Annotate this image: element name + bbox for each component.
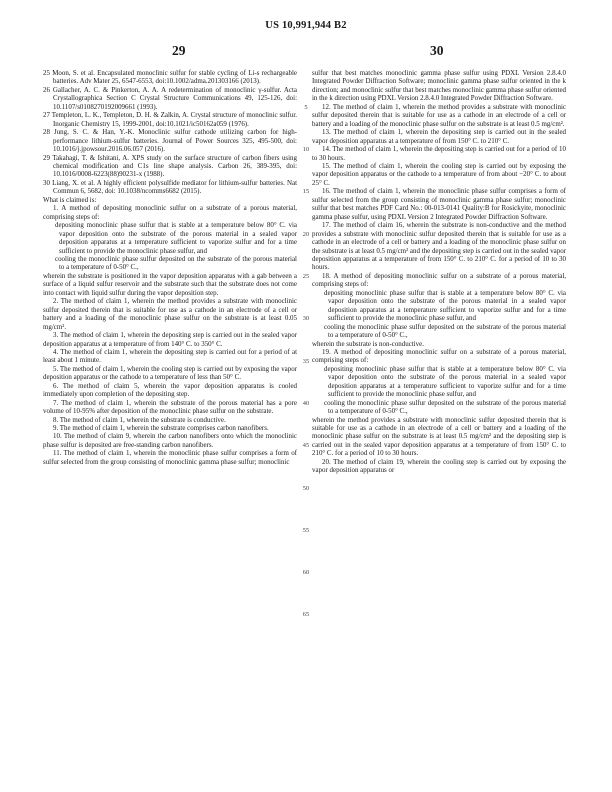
claim-paragraph: 9. The method of claim 1, wherein the substrate comprises carbon nanofibers. [53, 424, 269, 433]
right-page-number: 30 [430, 43, 444, 58]
claim-paragraph: 13. The method of claim 1, wherein the depositing step is carried out in the sealed vapor deposition apparatus at a temperature of from 150° C. to 210° C. [312, 128, 566, 145]
line-number: 35 [302, 357, 310, 365]
line-number: 45 [302, 442, 310, 450]
line-number: 20 [302, 230, 310, 238]
reference-entry: 30 Liang, X. et al. A highly efficient polysulfide mediator for lithium-sulfur batteries. Nat Commun 6, 5682, doi: 10.1038/ncomms6682 (2015). [43, 178, 297, 196]
claim-paragraph: depositing monoclinic phase sulfur that is stable at a temperature below 80° C. via vapor deposition onto the substrate of the porous material in a sealed vapor deposition apparatus at a temperature sufficient to vaporize sulfur and for a time sufficient to provide the monoclinic phase sulfur, and [324, 288, 566, 323]
claim-paragraph: 14. The method of claim 1, wherein the depositing step is carried out for a period of 10 to 30 hours. [312, 145, 566, 162]
reference-entry: 27 Templeton, L. K., Templeton, D. H. & Zalkin, A. Crystal structure of monoclinic sulfur. Inorganic Chemistry 15, 1999-2001, doi:10.1021/ic50162a059 (1976). [43, 111, 297, 128]
claim-paragraph: 16. The method of claim 1, wherein the monoclinic phase sulfur comprises a form of sulfur selected from the group consisting of monoclinic gamma phase sulfur; monoclinic sulfur that best matches PDF Card No.: 00-013-0141 Quality:B for Rosickyite, monoclinic gamma phase sulfur, using PDXL Version 2 Integrated Powder Diffraction Software. [312, 187, 566, 221]
claim-paragraph: cooling the monoclinic phase sulfur deposited on the substrate of the porous material to a temperature of 0-50° C., [324, 398, 566, 416]
claim-paragraph: depositing monoclinic phase sulfur that is stable at a temperature below 80° C. via vapor deposition onto the substrate of the porous material in a sealed vapor deposition apparatus at a temperature sufficient to vaporize sulfur and for a time sufficient to provide the monoclinic phase sulfur, and [55, 221, 297, 255]
reference-entry: 26 Gallacher, A. C. & Pinkerton, A. A. A redetermination of monoclinic γ-sulfur. Acta Crystallographica Section C Crystal Structure Communications 49, 125-126, doi: 10.1107/s0108270192009661 (1993). [43, 85, 297, 111]
claim-paragraph: 19. A method of depositing monoclinic sulfur on a substrate of a porous material, comprising steps of: [312, 347, 566, 365]
claim-paragraph: cooling the monoclinic phase sulfur deposited on the substrate of the porous material to a temperature of 0-50° C., [55, 254, 297, 272]
claim-paragraph: 3. The method of claim 1, wherein the depositing step is carried out in the sealed vapor deposition apparatus at a temperature of from 140° C. to 350° C. [43, 331, 297, 348]
reference-entry: 25 Moon, S. et al. Encapsulated monoclinic sulfur for stable cycling of Li-s rechargeable batteries. Adv Mater 25, 6547-6553, doi:10.1002/adma.201303166 (2013). [43, 69, 297, 86]
claim-paragraph: 5. The method of claim 1, wherein the cooling step is carried out by exposing the vapor deposition apparatus or the cathode to a temperature of less than 50° C. [43, 364, 297, 382]
claim-paragraph: 12. The method of claim 1, wherein the method provides a substrate with monoclinic sulfur deposited therein that is suitable for use as a cathode in an electrode of a cell or battery and a loading of the monoclinic phase sulfur on the substrate is at least 0.5 mg/cm². [312, 102, 566, 128]
claim-paragraph: wherein the substrate is non-conductive. [312, 339, 424, 348]
line-number: 15 [302, 188, 310, 196]
line-number: 10 [302, 146, 310, 154]
left-text-column [43, 69, 297, 466]
line-number: 30 [302, 315, 310, 323]
claim-paragraph: What is claimed is: [43, 195, 97, 204]
claim-paragraph: cooling the monoclinic phase sulfur deposited on the substrate of the porous material to a temperature of 0-50° C., [324, 322, 566, 340]
line-number: 50 [302, 484, 310, 492]
claim-paragraph: 17. The method of claim 16, wherein the substrate is non-conductive and the method provides a substrate with monoclinic sulfur deposited therein that is suitable for use as a cathode in an electrode of a cell or battery and a loading of the monoclinic phase sulfur on the substrate is at least 0.5 mg/cm² and the depositing step is carried out in the sealed vapor deposition apparatus at a temperature of from 150° C. to 210° C. for a period of 10 to 30 hours. [312, 221, 566, 272]
claim-paragraph: 7. The method of claim 1, wherein the substrate of the porous material has a pore volume of 10-95% after deposition of the monoclinic phase sulfur on the substrate. [43, 398, 297, 416]
line-number: 5 [304, 103, 308, 111]
left-page-number: 29 [172, 43, 186, 58]
line-number: 55 [302, 526, 310, 534]
claim-paragraph: 20. The method of claim 19, wherein the cooling step is carried out by exposing the vapor deposition apparatus or [312, 457, 566, 475]
claim-paragraph: 1. A method of depositing monoclinic sulfur on a substrate of a porous material, comprising steps of: [43, 204, 297, 221]
line-number: 65 [302, 611, 310, 619]
claim-paragraph: 8. The method of claim 1, wherein the substrate is conductive. [53, 415, 226, 424]
claim-paragraph: 18. A method of depositing monoclinic sulfur on a substrate of a porous material, comprising steps of: [312, 271, 566, 289]
claim-paragraph: 4. The method of claim 1, wherein the depositing step is carried out for a period of at least about 1 minute. [43, 347, 297, 365]
claim-paragraph: 10. The method of claim 9, wherein the carbon nanofibers onto which the monoclinic phase sulfur is deposited are free-standing carbon nanofibers. [43, 432, 297, 449]
claim-paragraph: depositing monoclinic phase sulfur that is stable at a temperature below 80° C. via vapor deposition onto the substrate of the porous material in a sealed vapor deposition apparatus at a temperature sufficient to vaporize sulfur and for a time sufficient to provide the monoclinic phase sulfur, and [324, 364, 566, 399]
patent-number: US 10,991,944 B2 [265, 20, 347, 31]
line-number: 40 [302, 399, 310, 407]
claim-paragraph: wherein the method provides a substrate with monoclinic sulfur deposited therein that is suitable for use as a cathode in an electrode of a cell or battery and a loading of the monoclinic phase sulfur on the substrate is at least 0.5 mg/cm² and the depositing step is carried out in the sealed vapor deposition apparatus at a temperature of from 150° C. to 210° C. for a period of 10 to 30 hours. [312, 415, 566, 458]
claim-paragraph: 11. The method of claim 1, wherein the monoclinic phase sulfur comprises a form of sulfur selected from the group consisting of monoclinic gamma phase sulfur; monoclinic [43, 449, 297, 466]
claim-paragraph: 2. The method of claim 1, wherein the method provides a substrate with monoclinic sulfur deposited therein that is suitable for use as a cathode in an electrode of a cell or battery and a loading of the monoclinic phase sulfur on the substrate is at least 0.05 mg/cm². [43, 297, 297, 331]
claim-paragraph: wherein the substrate is positioned in the vapor deposition apparatus with a gab between a surface of a liquid sulfur reservoir and the substrate such that the substrate does not come into contact with liquid sulfur during the vapor deposition step. [43, 271, 297, 297]
right-text-column [312, 69, 566, 475]
claim-paragraph: 6. The method of claim 5, wherein the vapor deposition apparatus is cooled immediately upon completion of the depositing step. [43, 381, 297, 399]
claim-paragraph: sulfur that best matches monoclinic gamma phase sulfur using PDXL Version 2.8.4.0 Integrated Powder Diffraction Software; monoclinic gamma phase sulfur oriented in the k direction; and monoclinic sulfur that best matches monoclinic gamma phase sulfur oriented in the k direction using PDXL Version 2.8.4.0 Integrated Powder Diffraction Software. [312, 69, 566, 103]
claim-paragraph: 15. The method of claim 1, wherein the cooling step is carried out by exposing the vapor deposition apparatus or the cathode to a temperature of from about −20° C. to about 25° C. [312, 161, 566, 187]
reference-entry: 28 Jung, S. C. & Han, Y.-K. Monoclinic sulfur cathode utilizing carbon for high-performance lithium-sulfur batteries. Journal of Power Sources 325, 495-500, doi: 10.1016/j.jpowsour.2016.06.057 (2016). [43, 128, 297, 154]
line-number: 25 [302, 273, 310, 280]
reference-entry: 29 Takahagi, T. & Ishitani, A. XPS study on the surface structure of carbon fibers using chemical modification and C1s line shape analysis. Carbon 26, 389-395, doi: 10.1016/0008-6223(88)90231-x (1988). [43, 153, 297, 179]
line-number: 60 [302, 569, 310, 577]
